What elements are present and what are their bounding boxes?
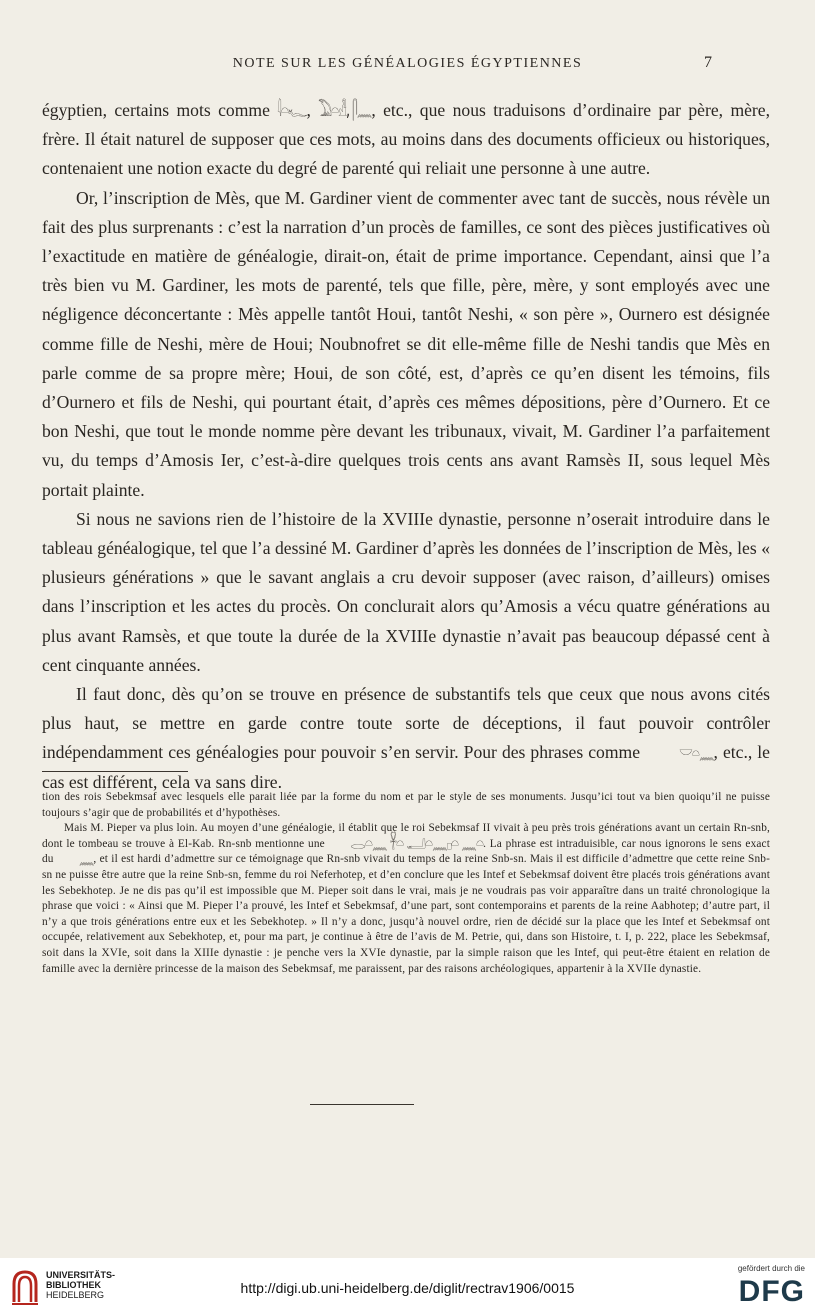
paragraph-3: Si nous ne savions rien de l’histoire de la XVIIIe dynastie, personne n’oserait introduire dans le tableau généalogique, tel que l’a dessiné M. Gardiner d’après les données de l’inscription de Mès, les « plusieurs générations » que le savant anglais a cru devoir supposer (avec raison, d’ailleurs) omises dans l’inscription et les actes du procès. On conclurait alors qu’Amosis a vécu quatre générations au plus avant Ramsès, et que toute la durée de la XVIIIe dynastie n’avait pas beaucoup dépassé cent à cent cinquante années. — [42, 508, 770, 675]
paragraph-1: égyptien, certains mots comme 𓇋𓏏𓆑, 𓅐𓏏𓁐, 𓋴𓈖, etc., que nous traduisons d’ordinaire par père, mère, frère. Il était naturel de supposer que ces mots, au moins dans des documents officieux ou historiques, contenaient une notion exacte du degré de parenté qui reliait une personne à une autre. — [42, 100, 771, 179]
paragraph-4 — [42, 680, 770, 797]
footnote-continuation: tion des rois Sebekmsaf avec lesquels elle parait liée par la forme du nom et par le style de ses monuments. Jusqu’ici tout va bien quoiqu’il ne puisse toujours s’agir que de probabilités et d’hypothèses. — [42, 791, 770, 819]
page-number: 7 — [704, 54, 712, 71]
library-name-line-2: BIBLIOTHEK — [46, 1280, 101, 1290]
end-rule — [310, 1104, 414, 1105]
footnote-paragraph — [42, 821, 770, 977]
library-name-line-1: UNIVERSITÄTS- — [46, 1270, 116, 1280]
paragraph-2: Or, l’inscription de Mès, que M. Gardiner vient de commenter avec tant de succès, nous révèle un fait des plus surprenants : c’est la narration d’un procès de familles, ce sont des pièces justificatives où l’exactitude en matière de généalogie, dirait-on, était de prime importance. Cependant, ainsi que l’a très bien vu M. Gardiner, les mots de parenté, tels que fille, père, mère, y sont employés avec une négligence déconcertante : Mès appelle tantôt Houi, tantôt Neshi, « son père », Ournero est désignée comme fille de Neshi, mère de Houi; Noubnofret se dit elle-même fille de Neshi tandis que Mès en parle comme de sa propre mère; Houi, de son côté, est, d’après ce qu’en disent les témoins, fils d’Ournero et fils de Neshi, qui pourtant était, d’après ces mêmes dépositions, père d’Ournero. Et ce bon Neshi, que tout le monde nomme père devant les tribunaux, vivait, M. Gardiner l’a parfaitement vu, du temps d’Amosis Ier, c’est-à-dire quelques trois cents ans avant Ramsès II, sous lequel Mès portait plainte. — [42, 187, 770, 500]
digitization-footer — [0, 1258, 815, 1316]
hieroglyph-group-1: 𓇋𓏏𓆑 — [277, 101, 307, 123]
footnote-separator — [42, 771, 188, 772]
hieroglyph-group-2: 𓅐𓏏𓁐, 𓋴𓈖 — [318, 101, 372, 123]
footnote-text-a: Mais M. Pieper va plus loin. Au moyen d’une généalogie, il établit que le roi Sebekmsaf II vivait à peu près trois générations avant un certain Rn-snb, dont le tombeau se trouve à El-Kab. Rn-snb mentionne une — [42, 822, 770, 850]
footnote-text-c: , et il est hardi d’admettre sur ce témoignage que Rn-snb vivait du temps de la reine Snb-sn. Mais il est difficile d’admettre que cette reine Snb-sn ne puisse être autre que la reine Snb-sn, femme du roi Neferhotep, et d’en conclure que les Intef et Sebekmsaf doivent être placés trois générations avant les Sebekhotep. Je ne dis pas qu’il est impossible que M. Pieper soit dans le vrai, mais je ne voudrais pas voir apparaître dans un traité chronologique la phrase que voici : « Ainsi que M. Pieper l’a prouvé, les Intef et Sebekmsaf, d’une part, sont contemporains et parents de la reine Aabhotep; d’autre part, il n’y a que trois générations entre eux et les Sebekhotep. » Il n’y a donc, jusqu’à nouvel ordre, rien de décidé sur la place que les Intef et Sebekmsaf ont occupée, relativement aux Sebekhotep, et, pour ma part, je continue à être de l’avis de M. Petrie, qui, dans son Histoire, t. I, p. 222, place les Sebekmsaf, soit dans la XVIe, soit dans la XIIIe dynastie : je penche vers la XVIe dynastie, par la simple raison que les Intef, qui peut-être étaient en relation de famille avec la dernière princesse de la maison des Sebekmsaf, me paraissent, par des raisons archéologiques, appartenir à la XVIIe dynastie. — [42, 853, 770, 975]
main-text — [42, 96, 770, 797]
library-name-line-3: HEIDELBERG — [46, 1290, 105, 1300]
footnotes — [42, 790, 770, 977]
p1-text-b: , etc., que nous traduisons d’ordinaire par père, mère, frère. Il était naturel de supposer que ces mots, au moins dans des documents officieux ou historiques, contenaient une notion exacte du degré de parenté qui reliait une personne à une autre. — [42, 100, 771, 179]
p4-text-a: Il faut donc, dès qu’on se trouve en présence de substantifs tels que ceux que nous avons cités plus haut, se mettre en garde contre toute sorte de déceptions, il faut pouvoir contrôler indépendamment ces généalogies pour pouvoir s’en servir. Pour des phrases comme — [42, 684, 770, 763]
footnote-hieroglyph-inline: 𓈖 — [78, 849, 94, 870]
p4-text-b: , etc., le cas est différent, cela va sans dire. — [42, 742, 770, 792]
permalink[interactable]: http://digi.ub.uni-heidelberg.de/diglit/rectrav1906/0015 — [240, 1280, 575, 1296]
dfg-logo: DFG — [738, 1275, 805, 1308]
running-head: NOTE SUR LES GÉNÉALOGIES ÉGYPTIENNES — [232, 56, 583, 71]
funded-by-label: gefördert durch die — [737, 1264, 805, 1273]
footnote-text-b: . La phrase est intraduisible, car nous ignorons le sens exact du — [42, 837, 770, 866]
footnote-hieroglyph-phrase: 𓂋𓏏𓈖 𓋹𓏏 𓂝𓏏𓈖𓊪𓏏 𓈖𓏏 — [350, 834, 484, 855]
hieroglyph-group-3: 𓎟𓏏𓈖 — [679, 744, 714, 765]
p1-text-a: égyptien, certains mots comme — [42, 100, 270, 120]
